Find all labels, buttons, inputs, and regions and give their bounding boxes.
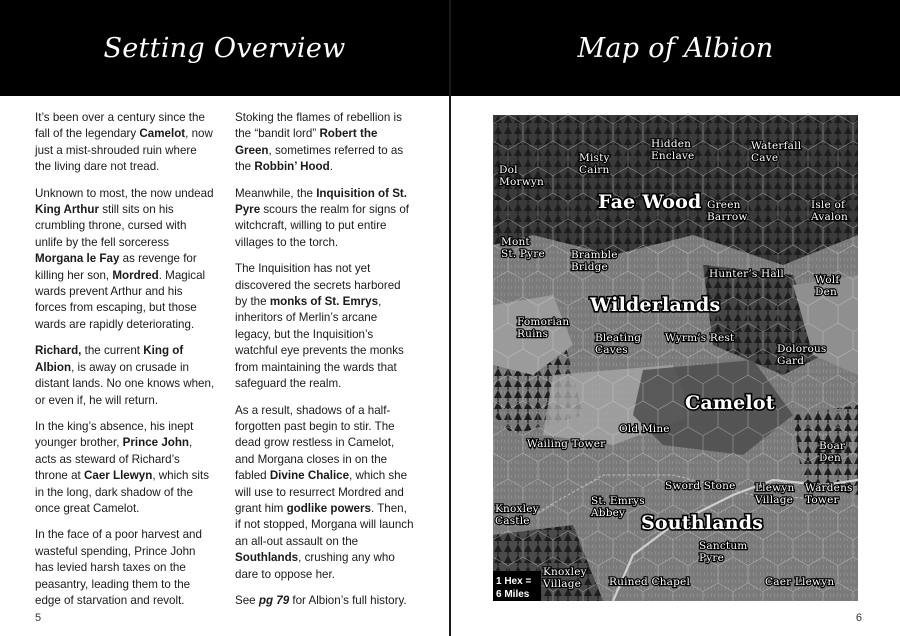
place-label-line: Waterfall bbox=[751, 140, 802, 152]
text-run: scours the realm for signs of witchcraft, willing to put entire villages to the torch. bbox=[235, 203, 409, 249]
text-run: , which sits in the long, dark shadow of the once great Camelot. bbox=[35, 469, 210, 515]
text-run: See bbox=[235, 593, 259, 607]
text-run: As a result, shadows of a half-forgotten past begin to stir. The dead grow restless in Camelot, and Morgana closes in on the fabled bbox=[235, 403, 395, 483]
place-label bbox=[709, 268, 784, 280]
region-label: Wilderlands bbox=[590, 294, 721, 316]
place-label-line: Isle of bbox=[811, 199, 846, 211]
emphasis-text: Richard, bbox=[35, 344, 82, 358]
place-label-line: Wyrm’s Rest bbox=[665, 332, 735, 344]
emphasis-text: Inquisition of St. Pyre bbox=[235, 186, 408, 217]
emphasis-text: Mordred bbox=[112, 268, 159, 282]
text-run: Unknown to most, the now undead bbox=[35, 186, 214, 200]
paragraph bbox=[235, 261, 415, 392]
place-label-line: Sanctum bbox=[699, 540, 748, 552]
paragraph bbox=[235, 403, 415, 583]
place-label-line: Cairn bbox=[579, 164, 610, 176]
page-number: 6 bbox=[855, 612, 862, 624]
text-run: , sometimes referred to as the bbox=[235, 143, 404, 174]
place-label-line: Village bbox=[755, 494, 794, 506]
place-label-line: Knoxley bbox=[495, 503, 539, 515]
region-label: Camelot bbox=[685, 392, 775, 414]
emphasis-text: godlike powers bbox=[286, 501, 371, 515]
scale-legend-line-1: 1 Hex = bbox=[496, 576, 532, 587]
place-label-line: Mont bbox=[501, 236, 530, 248]
place-label bbox=[754, 482, 794, 506]
text-run: . bbox=[329, 160, 333, 174]
emphasis-text: Robbin’ Hood bbox=[254, 160, 330, 174]
page-title: Setting Overview bbox=[103, 32, 346, 64]
place-label-line: Bramble bbox=[571, 249, 618, 261]
text-run: , is away on crusade in distant lands. No one knows when, or even if, he will return. bbox=[35, 360, 215, 407]
text-run: still sits on his crumbling throne, cursed with unlife by the fell sorceress bbox=[35, 203, 187, 249]
text-columns bbox=[35, 110, 415, 619]
place-label-line: Den bbox=[819, 452, 841, 464]
place-label-line: Old Mine bbox=[619, 423, 670, 435]
text-run: , inheritors of Merlin’s arcane legacy, but the Inquisition’s watchful eye prevents the monks from maintaining the wards that safeguard the realm. bbox=[235, 295, 404, 391]
place-label-line: Fomorian bbox=[517, 316, 570, 328]
place-label-line: Village bbox=[543, 578, 582, 590]
scale-legend-line-2: 6 Miles bbox=[496, 589, 530, 600]
emphasis-text: Caer Llewyn bbox=[84, 469, 153, 483]
place-label-line: Bleating bbox=[595, 332, 642, 344]
text-run: , acts as steward of Richard’s throne at bbox=[35, 436, 193, 483]
place-label-line: St. Emrys bbox=[591, 495, 645, 507]
albion-map bbox=[493, 115, 858, 601]
emphasis-text: monks of St. Emrys bbox=[269, 295, 379, 309]
paragraph bbox=[35, 527, 215, 609]
paragraph bbox=[35, 186, 215, 334]
place-label-line: Dolorous bbox=[777, 343, 827, 355]
place-label-line: Boar bbox=[819, 440, 846, 452]
place-label-line: Morwyn bbox=[499, 176, 544, 188]
place-label-line: Ruined Chapel bbox=[609, 576, 691, 588]
place-label-line: Bridge bbox=[571, 261, 608, 273]
text-run: , crushing any who dare to oppose her. bbox=[235, 551, 395, 581]
place-label-line: Knoxley bbox=[543, 566, 587, 578]
place-label-line: Caer Llewyn bbox=[765, 576, 835, 588]
region-label: Southlands bbox=[641, 512, 764, 534]
place-label bbox=[665, 480, 736, 492]
text-run: , which she will use to resurrect Mordred and grant him bbox=[235, 469, 408, 515]
left-page-banner bbox=[0, 0, 449, 96]
place-label bbox=[579, 152, 610, 176]
paragraph bbox=[35, 110, 215, 176]
place-label-line: Sword Stone bbox=[665, 480, 736, 492]
emphasis-text: Southlands bbox=[235, 551, 299, 565]
region-label: Fae Wood bbox=[598, 191, 702, 213]
place-label-line: Llewyn bbox=[755, 482, 795, 494]
emphasis-text: Morgana le Fay bbox=[35, 252, 120, 266]
place-label bbox=[527, 438, 606, 450]
map-canvas bbox=[493, 115, 858, 601]
place-label bbox=[665, 332, 735, 344]
right-page bbox=[451, 0, 900, 636]
emphasis-text: King of Albion bbox=[35, 344, 184, 374]
text-run: Stoking the flames of rebellion is the “bandit lord” bbox=[235, 111, 402, 141]
left-page bbox=[0, 0, 449, 636]
place-label-line: Gard bbox=[777, 355, 805, 367]
text-run: , now just a mist-shrouded ruin where the living dare not tread. bbox=[35, 127, 213, 174]
place-label-line: Tower bbox=[805, 494, 839, 506]
place-label-line: Hidden bbox=[651, 138, 692, 150]
place-label-line: Ruins bbox=[517, 328, 549, 340]
text-run: for Albion’s full history. bbox=[289, 593, 407, 607]
place-label-line: Dol bbox=[499, 164, 518, 176]
place-label bbox=[542, 566, 587, 590]
place-label-line: Hunter’s Hall bbox=[709, 268, 784, 280]
emphasis-text: Prince John bbox=[122, 436, 190, 450]
text-run: Meanwhile, the bbox=[235, 186, 317, 200]
text-run: In the face of a poor harvest and wasteful spending, Prince John has levied harsh taxes on the peasantry, leading them to the edge of starvation and revolt. bbox=[35, 528, 202, 607]
text-run: The Inquisition has not yet discovered the secrets harbored by the bbox=[235, 262, 401, 309]
emphasis-text: King Arthur bbox=[35, 203, 99, 217]
right-page-banner bbox=[451, 0, 900, 96]
paragraph bbox=[235, 186, 415, 252]
place-label bbox=[619, 423, 670, 435]
place-label-line: St. Pyre bbox=[501, 248, 545, 260]
place-label bbox=[810, 199, 848, 223]
text-column-2 bbox=[235, 110, 415, 619]
text-run: the current bbox=[81, 344, 144, 358]
emphasis-text: Camelot bbox=[139, 127, 186, 141]
place-label-line: Wolf bbox=[815, 274, 840, 286]
place-label-line: Barrow bbox=[707, 211, 748, 223]
place-label-line: Avalon bbox=[811, 211, 848, 223]
emphasis-text: Divine Chalice bbox=[269, 469, 350, 483]
place-label bbox=[765, 576, 834, 588]
place-label-line: Green bbox=[707, 199, 741, 211]
page-number: 5 bbox=[35, 612, 42, 624]
place-label-line: Enclave bbox=[651, 150, 695, 162]
paragraph bbox=[235, 110, 415, 176]
text-run: . Then, if not stopped, Morgana will launch an all-out assault on the bbox=[235, 501, 414, 548]
place-label-line: Abbey bbox=[591, 507, 626, 519]
place-label-line: Pyre bbox=[699, 552, 725, 564]
place-label-line: Wardens bbox=[805, 482, 853, 494]
text-run: as revenge for killing her son, bbox=[35, 252, 197, 282]
paragraph bbox=[35, 343, 215, 409]
page-title: Map of Albion bbox=[577, 32, 774, 64]
text-run: . Magical wards prevent Arthur and his forces from escaping, but those wards are rapidly deteriorating. bbox=[35, 268, 206, 331]
text-run: In the king’s absence, his inept younger brother, bbox=[35, 419, 194, 450]
emphasis-text: Robert the Green bbox=[235, 127, 378, 157]
place-label bbox=[815, 274, 840, 298]
place-label-line: Den bbox=[815, 286, 837, 298]
place-label-line: Caves bbox=[595, 344, 628, 356]
place-label-line: Cave bbox=[751, 152, 779, 164]
place-label bbox=[651, 138, 694, 162]
place-label-line: Castle bbox=[495, 515, 530, 527]
place-label-line: Wailing Tower bbox=[527, 438, 606, 450]
place-label-line: Misty bbox=[579, 152, 610, 164]
paragraph bbox=[235, 593, 415, 609]
text-run: It’s been over a century since the fall of the legendary bbox=[35, 111, 205, 141]
text-column-1 bbox=[35, 110, 215, 619]
place-label bbox=[609, 576, 690, 588]
paragraph bbox=[35, 419, 215, 517]
emphasis-text: pg 79 bbox=[258, 593, 290, 607]
